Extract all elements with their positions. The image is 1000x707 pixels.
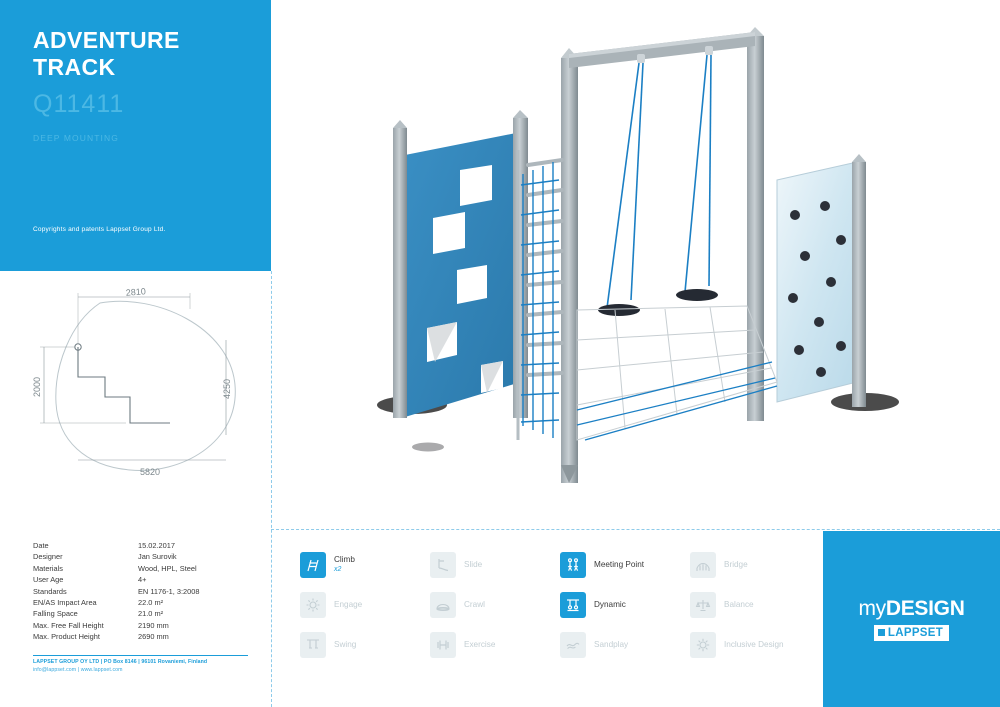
inclusive-design-icon bbox=[690, 632, 716, 658]
footer-address: LAPPSET GROUP OY LTD | PO Box 8146 | 96101 Rovaniemi, Finland bbox=[33, 659, 208, 665]
activity-dynamic[interactable] bbox=[560, 585, 690, 625]
plan-dim-right: 4250 bbox=[222, 378, 232, 400]
spec-key: Falling Space bbox=[33, 609, 78, 619]
plan-dim-left: 2000 bbox=[32, 376, 42, 398]
logo-design: DESIGN bbox=[885, 597, 965, 620]
activity-inclusive-design[interactable] bbox=[690, 625, 820, 665]
dynamic-icon bbox=[560, 592, 586, 618]
logo-mydesign bbox=[858, 597, 964, 621]
spec-key: EN/AS Impact Area bbox=[33, 598, 97, 608]
spec-key: User Age bbox=[33, 575, 64, 585]
logo-brand-text: LAPPSET bbox=[887, 627, 944, 639]
spec-value: 4+ bbox=[138, 575, 147, 585]
meeting-point-icon bbox=[560, 552, 586, 578]
spec-key: Materials bbox=[33, 563, 63, 573]
footer-rule bbox=[33, 655, 248, 656]
activity-label: Swing bbox=[334, 640, 357, 649]
specification-table bbox=[33, 540, 248, 643]
hero-divider bbox=[0, 271, 271, 272]
swing-icon bbox=[300, 632, 326, 658]
balance-icon bbox=[690, 592, 716, 618]
spec-key: Max. Free Fall Height bbox=[33, 620, 104, 630]
table-row bbox=[33, 574, 248, 585]
spec-value: 15.02.2017 bbox=[138, 541, 175, 550]
spec-value: Wood, HPL, Steel bbox=[138, 563, 197, 573]
sandplay-icon bbox=[560, 632, 586, 658]
safety-area-plan bbox=[30, 285, 255, 485]
spec-value: 22.0 m² bbox=[138, 598, 164, 608]
activity-icon-panel bbox=[300, 545, 820, 685]
activity-crawl[interactable] bbox=[430, 585, 560, 625]
activity-label: Engage bbox=[334, 600, 363, 609]
spec-value: 2190 mm bbox=[138, 620, 169, 630]
activity-label: Dynamic bbox=[594, 600, 626, 609]
table-row bbox=[33, 608, 248, 619]
company-footer bbox=[33, 659, 263, 674]
table-row bbox=[33, 586, 248, 597]
activity-label: Bridge bbox=[724, 560, 748, 569]
spec-value: 21.0 m² bbox=[138, 609, 164, 619]
logo-lappset bbox=[874, 625, 949, 641]
copyright-note: Copyrights and patents Lappset Group Ltd. bbox=[33, 226, 166, 233]
activity-exercise[interactable] bbox=[430, 625, 560, 665]
activity-climb[interactable] bbox=[300, 545, 430, 585]
spec-value: EN 1176-1, 3:2008 bbox=[138, 586, 200, 596]
spec-key: Date bbox=[33, 541, 49, 550]
activity-label: Climb bbox=[334, 555, 355, 564]
activity-label: Meeting Point bbox=[594, 560, 645, 569]
activity-label: Slide bbox=[464, 560, 483, 569]
brand-logo bbox=[823, 531, 1000, 707]
bridge-icon bbox=[690, 552, 716, 578]
mounting-type: DEEP MOUNTING bbox=[33, 133, 119, 143]
table-row bbox=[33, 540, 248, 551]
hero-header bbox=[0, 0, 271, 271]
crawl-icon bbox=[430, 592, 456, 618]
product-code: Q11411 bbox=[33, 90, 125, 118]
logo-my: my bbox=[858, 597, 886, 620]
plan-dim-bottom: 5820 bbox=[139, 467, 161, 477]
slide-icon bbox=[430, 552, 456, 578]
table-row bbox=[33, 563, 248, 574]
footer-contact[interactable]: info@lappset.com | www.lappset.com bbox=[33, 666, 123, 673]
spec-key: Standards bbox=[33, 586, 67, 596]
spec-value: 2690 mm bbox=[138, 632, 169, 642]
page-title: ADVENTURE TRACK bbox=[33, 27, 180, 80]
product-render bbox=[285, 10, 990, 515]
activity-meeting-point[interactable] bbox=[560, 545, 690, 585]
activity-count: x2 bbox=[334, 566, 342, 573]
activity-swing[interactable] bbox=[300, 625, 430, 665]
table-row bbox=[33, 551, 248, 562]
activity-label: Sandplay bbox=[594, 640, 629, 649]
activity-balance[interactable] bbox=[690, 585, 820, 625]
vertical-divider bbox=[271, 271, 272, 707]
spec-key: Designer bbox=[33, 552, 63, 562]
engage-icon bbox=[300, 592, 326, 618]
table-row bbox=[33, 597, 248, 608]
activity-label: Inclusive Design bbox=[724, 640, 784, 649]
activity-sandplay[interactable] bbox=[560, 625, 690, 665]
activity-label: Exercise bbox=[464, 640, 496, 649]
plan-dim-top: 2810 bbox=[125, 286, 147, 298]
exercise-icon bbox=[430, 632, 456, 658]
activity-engage[interactable] bbox=[300, 585, 430, 625]
spec-value: Jan Surovik bbox=[138, 552, 177, 562]
activity-bridge[interactable] bbox=[690, 545, 820, 585]
activity-label: Balance bbox=[724, 600, 754, 609]
activity-label: Crawl bbox=[464, 600, 485, 609]
horizontal-divider bbox=[271, 529, 1000, 530]
climb-icon bbox=[300, 552, 326, 578]
activity-slide[interactable] bbox=[430, 545, 560, 585]
table-row bbox=[33, 631, 248, 642]
logo-square-icon bbox=[878, 629, 885, 636]
spec-key: Max. Product Height bbox=[33, 632, 100, 642]
table-row bbox=[33, 620, 248, 631]
